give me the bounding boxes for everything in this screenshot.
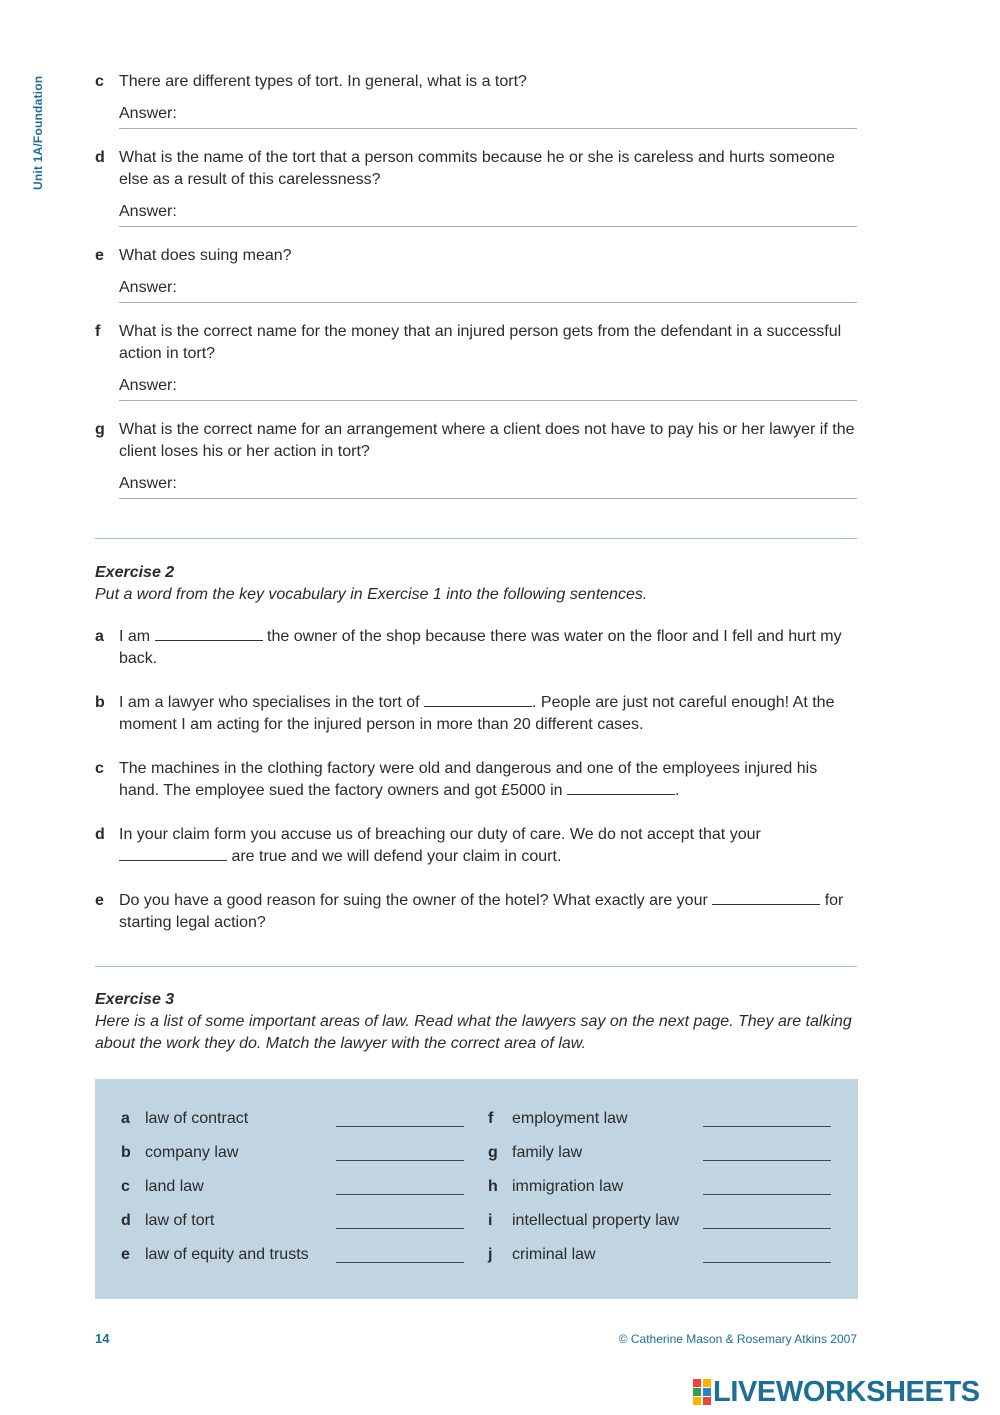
fill-in-blank[interactable] (712, 890, 820, 905)
answer-line[interactable] (703, 1126, 831, 1127)
exercise3-instruction: Here is a list of some important areas of law. Read what the lawyers say on the next page. They are talking about the work they do. Match the lawyer with the correct area of law. (95, 1013, 852, 1052)
section-divider (95, 538, 857, 539)
fill-in-blank[interactable] (567, 780, 675, 795)
area-name: intellectual property law (512, 1212, 680, 1229)
unit-side-label: Unit 1A/Foundation (31, 75, 45, 190)
answer-field[interactable]: Answer: (119, 376, 857, 401)
sentence-c (95, 758, 857, 802)
area-name: law of equity and trusts (145, 1246, 309, 1263)
answer-line[interactable] (703, 1262, 831, 1263)
sentence-letter: c (95, 760, 104, 777)
area-letter: b (121, 1144, 131, 1161)
area-letter: a (121, 1110, 130, 1127)
answer-line[interactable] (703, 1228, 831, 1229)
sentence-text-after: . (675, 782, 680, 799)
copyright-notice: © Catherine Mason & Rosemary Atkins 2007 (618, 1332, 857, 1346)
question-letter: c (95, 73, 104, 90)
sentence-text-before: I am (119, 628, 155, 645)
sentence-b (95, 692, 857, 736)
exercise3-title: Exercise 3 (95, 991, 175, 1008)
page-number: 14 (95, 1331, 110, 1346)
exercise2-list (95, 626, 857, 934)
sentence-a (95, 626, 857, 670)
section-divider (95, 966, 857, 967)
sentence-text-after: are true and we will defend your claim in court. (227, 848, 562, 865)
area-letter: g (488, 1144, 498, 1161)
sentence-text-before: Do you have a good reason for suing the owner of the hotel? What exactly are your (119, 892, 713, 909)
question-text: What is the correct name for an arrangement where a client does not have to pay his or her lawyer if the client loses his or her action in tort? (119, 421, 855, 460)
area-name: law of tort (145, 1212, 215, 1229)
area-letter: h (488, 1178, 498, 1195)
fill-in-blank[interactable] (155, 626, 263, 641)
question-letter: d (95, 149, 105, 166)
sentence-letter: d (95, 826, 105, 843)
area-name: immigration law (512, 1178, 624, 1195)
question-text: What does suing mean? (119, 247, 292, 264)
area-name: family law (512, 1144, 583, 1161)
sentence-d (95, 824, 857, 868)
sentence-text-after: the owner of the shop because there was water on the floor and I fell and hurt my back. (119, 628, 842, 667)
question-text: What is the name of the tort that a person commits because he or she is careless and hurts someone else as a result of this carelessness? (119, 149, 835, 188)
worksheet-content (95, 71, 857, 1055)
area-name: law of contract (145, 1110, 249, 1127)
exercise2 (95, 562, 857, 934)
answer-line[interactable] (336, 1262, 464, 1263)
question-g (95, 419, 857, 499)
answer-field[interactable]: Answer: (119, 474, 857, 499)
area-letter: c (121, 1178, 130, 1195)
answer-field[interactable]: Answer: (119, 202, 857, 227)
exercise3 (95, 989, 857, 1055)
area-name: land law (145, 1178, 204, 1195)
sentence-letter: a (95, 628, 104, 645)
exercise2-instruction: Put a word from the key vocabulary in Exercise 1 into the following sentences. (95, 586, 648, 603)
answer-field[interactable]: Answer: (119, 104, 857, 129)
question-f (95, 321, 857, 401)
sentence-letter: b (95, 694, 105, 711)
answer-line[interactable] (336, 1194, 464, 1195)
fill-in-blank[interactable] (424, 692, 532, 707)
sentence-text-before: The machines in the clothing factory were old and dangerous and one of the employees injured his hand. The employee sued the factory owners and got £5000 in (119, 760, 818, 799)
sentence-text-after: for starting legal action? (119, 892, 844, 931)
sentence-text-after: . People are just not careful enough! At the moment I am acting for the injured person in more than 20 different cases. (119, 694, 835, 733)
area-name: criminal law (512, 1246, 596, 1263)
area-letter: d (121, 1212, 131, 1229)
sentence-e (95, 890, 857, 934)
area-letter: e (121, 1246, 130, 1263)
answer-line[interactable] (336, 1228, 464, 1229)
exercise1-questions (95, 71, 857, 499)
question-text: There are different types of tort. In general, what is a tort? (119, 73, 527, 90)
areas-of-law-box (95, 1079, 858, 1299)
sentence-letter: e (95, 892, 104, 909)
answer-line[interactable] (703, 1194, 831, 1195)
question-letter: g (95, 421, 105, 438)
question-letter: e (95, 247, 104, 264)
liveworksheets-logo-icon (693, 1379, 711, 1405)
answer-line[interactable] (336, 1126, 464, 1127)
area-letter: j (488, 1246, 493, 1263)
area-letter: i (488, 1212, 493, 1229)
fill-in-blank[interactable] (119, 846, 227, 861)
question-d (95, 147, 857, 227)
answer-line[interactable] (336, 1160, 464, 1161)
area-letter: f (488, 1110, 494, 1127)
question-letter: f (95, 323, 101, 340)
liveworksheets-wordmark: LIVEWORKSHEETS (713, 1376, 980, 1408)
answer-line[interactable] (703, 1160, 831, 1161)
question-e (95, 245, 857, 303)
area-name: employment law (512, 1110, 628, 1127)
area-name: company law (145, 1144, 239, 1161)
exercise2-title: Exercise 2 (95, 564, 175, 581)
question-c (95, 71, 857, 129)
question-text: What is the correct name for the money that an injured person gets from the defendant in a successful action in tort? (119, 323, 842, 362)
sentence-text-before: In your claim form you accuse us of breaching our duty of care. We do not accept that your (119, 826, 761, 843)
answer-field[interactable]: Answer: (119, 278, 857, 303)
sentence-text-before: I am a lawyer who specialises in the tort of (119, 694, 425, 711)
